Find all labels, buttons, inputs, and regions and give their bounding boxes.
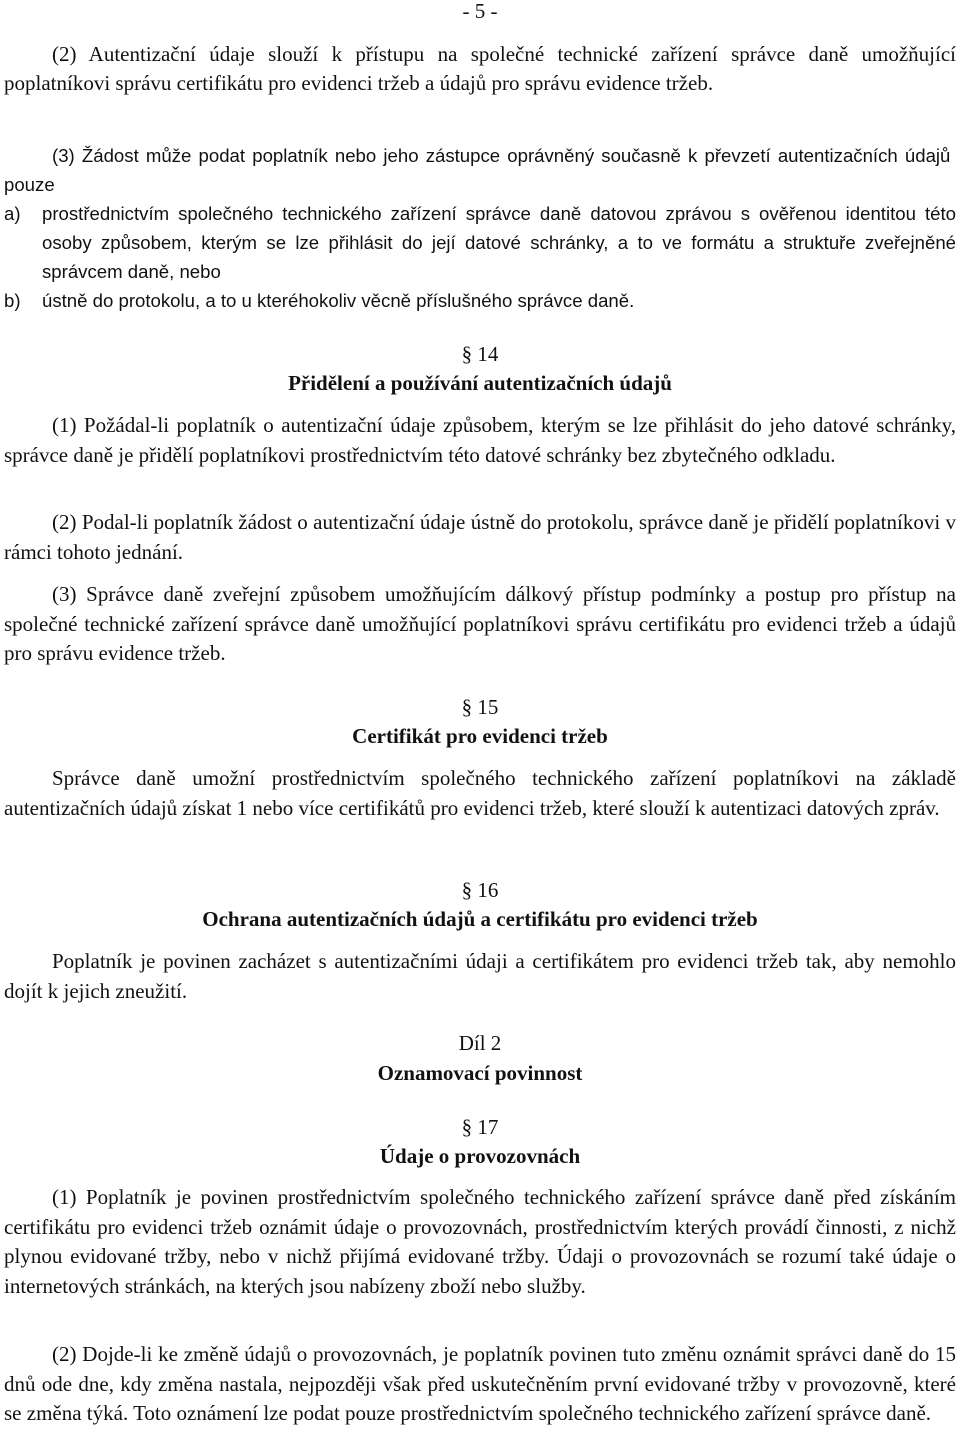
- section-number: § 16: [461, 878, 499, 902]
- paragraph-15: Správce daně umožní prostřednictvím společného technického zařízení poplatníkovi na základě autentizačních údajů získat 1 nebo více certifikátů pro evidenci tržeb, které slouží k autentizaci datových zpráv.: [4, 766, 956, 820]
- section-number: § 17: [461, 1115, 499, 1139]
- section-title: Certifikát pro evidenci tržeb: [352, 724, 608, 748]
- page-number: - 5 -: [462, 0, 498, 23]
- section-title: Ochrana autentizačních údajů a certifikátu pro evidenci tržeb: [202, 907, 758, 931]
- paragraph-14-3: (3) Správce daně zveřejní způsobem umožňujícím dálkový přístup podmínky a postup pro přístup na společné technické zařízení správce daně umožňující poplatníkovi správu certifikátu pro evidenci tržeb a údajů pro správu evidence tržeb.: [4, 582, 956, 665]
- part-title: Oznamovací povinnost: [377, 1061, 583, 1085]
- section-number: § 14: [461, 342, 499, 366]
- paragraph-14-1: (1) Požádal-li poplatník o autentizační údaje způsobem, kterým se lze přihlásit do jeho datové schránky, správce daně je přidělí poplatníkovi prostřednictvím této datové schránky bez zbytečného odkladu.: [4, 413, 956, 467]
- paragraph-16: Poplatník je povinen zacházet s autentizačními údaji a certifikátem pro evidenci tržeb tak, aby nemohlo dojít k jejich zneužití.: [4, 949, 956, 1003]
- part-label: Díl 2: [458, 1031, 502, 1055]
- list-text: ústně do protokolu, a to u kteréhokoliv věcně příslušného správce daně.: [42, 290, 635, 311]
- list-text: prostřednictvím společného technického zařízení správce daně datovou zprávou s ověřenou identitou této osoby způsobem, kterým se lze přihlásit do její datové schránky, a to ve formátu a struktuře zveřejněné správcem daně, nebo: [42, 203, 956, 282]
- list-marker: b): [4, 290, 21, 311]
- section-title: Přidělení a používání autentizačních údajů: [288, 371, 672, 395]
- paragraph-17-2: (2) Dojde-li ke změně údajů o provozovnách, je poplatník povinen tuto změnu oznámit správci daně do 15 dnů ode dne, kdy změna nastala, nejpozději však před uskutečněním první evidované tržby v provozovně, které se změna týká. Toto oznámení lze podat pouze prostřednictvím společného technického zařízení správce daně.: [4, 1342, 956, 1425]
- section-number: § 15: [461, 695, 499, 719]
- section-title: Údaje o provozovnách: [379, 1144, 581, 1168]
- paragraph-14-2: (2) Podal-li poplatník žádost o autentizační údaje ústně do protokolu, správce daně je přidělí poplatníkovi v rámci tohoto jednání.: [4, 510, 956, 564]
- paragraph-13-2: (2) Autentizační údaje slouží k přístupu na společné technické zařízení správce daně umožňující poplatníkovi správu certifikátu pro evidenci tržeb a údajů pro správu evidence tržeb.: [4, 42, 956, 95]
- list-marker: a): [4, 203, 21, 224]
- paragraph-13-3: (3) Žádost může podat poplatník nebo jeho zástupce oprávněný současně k převzetí autentizačních údajů pouze: [4, 145, 951, 195]
- paragraph-17-1: (1) Poplatník je povinen prostřednictvím společného technického zařízení správce daně před získáním certifikátu pro evidenci tržeb oznámit údaje o provozovnách, prostřednictvím kterých provádí činnosti, z nichž plynou evidované tržby, nebo v nichž přijímá evidované tržby. Údaji o provozovnách se rozumí také údaje o internetových stránkách, na kterých jsou nabízeny zboží nebo služby.: [4, 1185, 956, 1298]
